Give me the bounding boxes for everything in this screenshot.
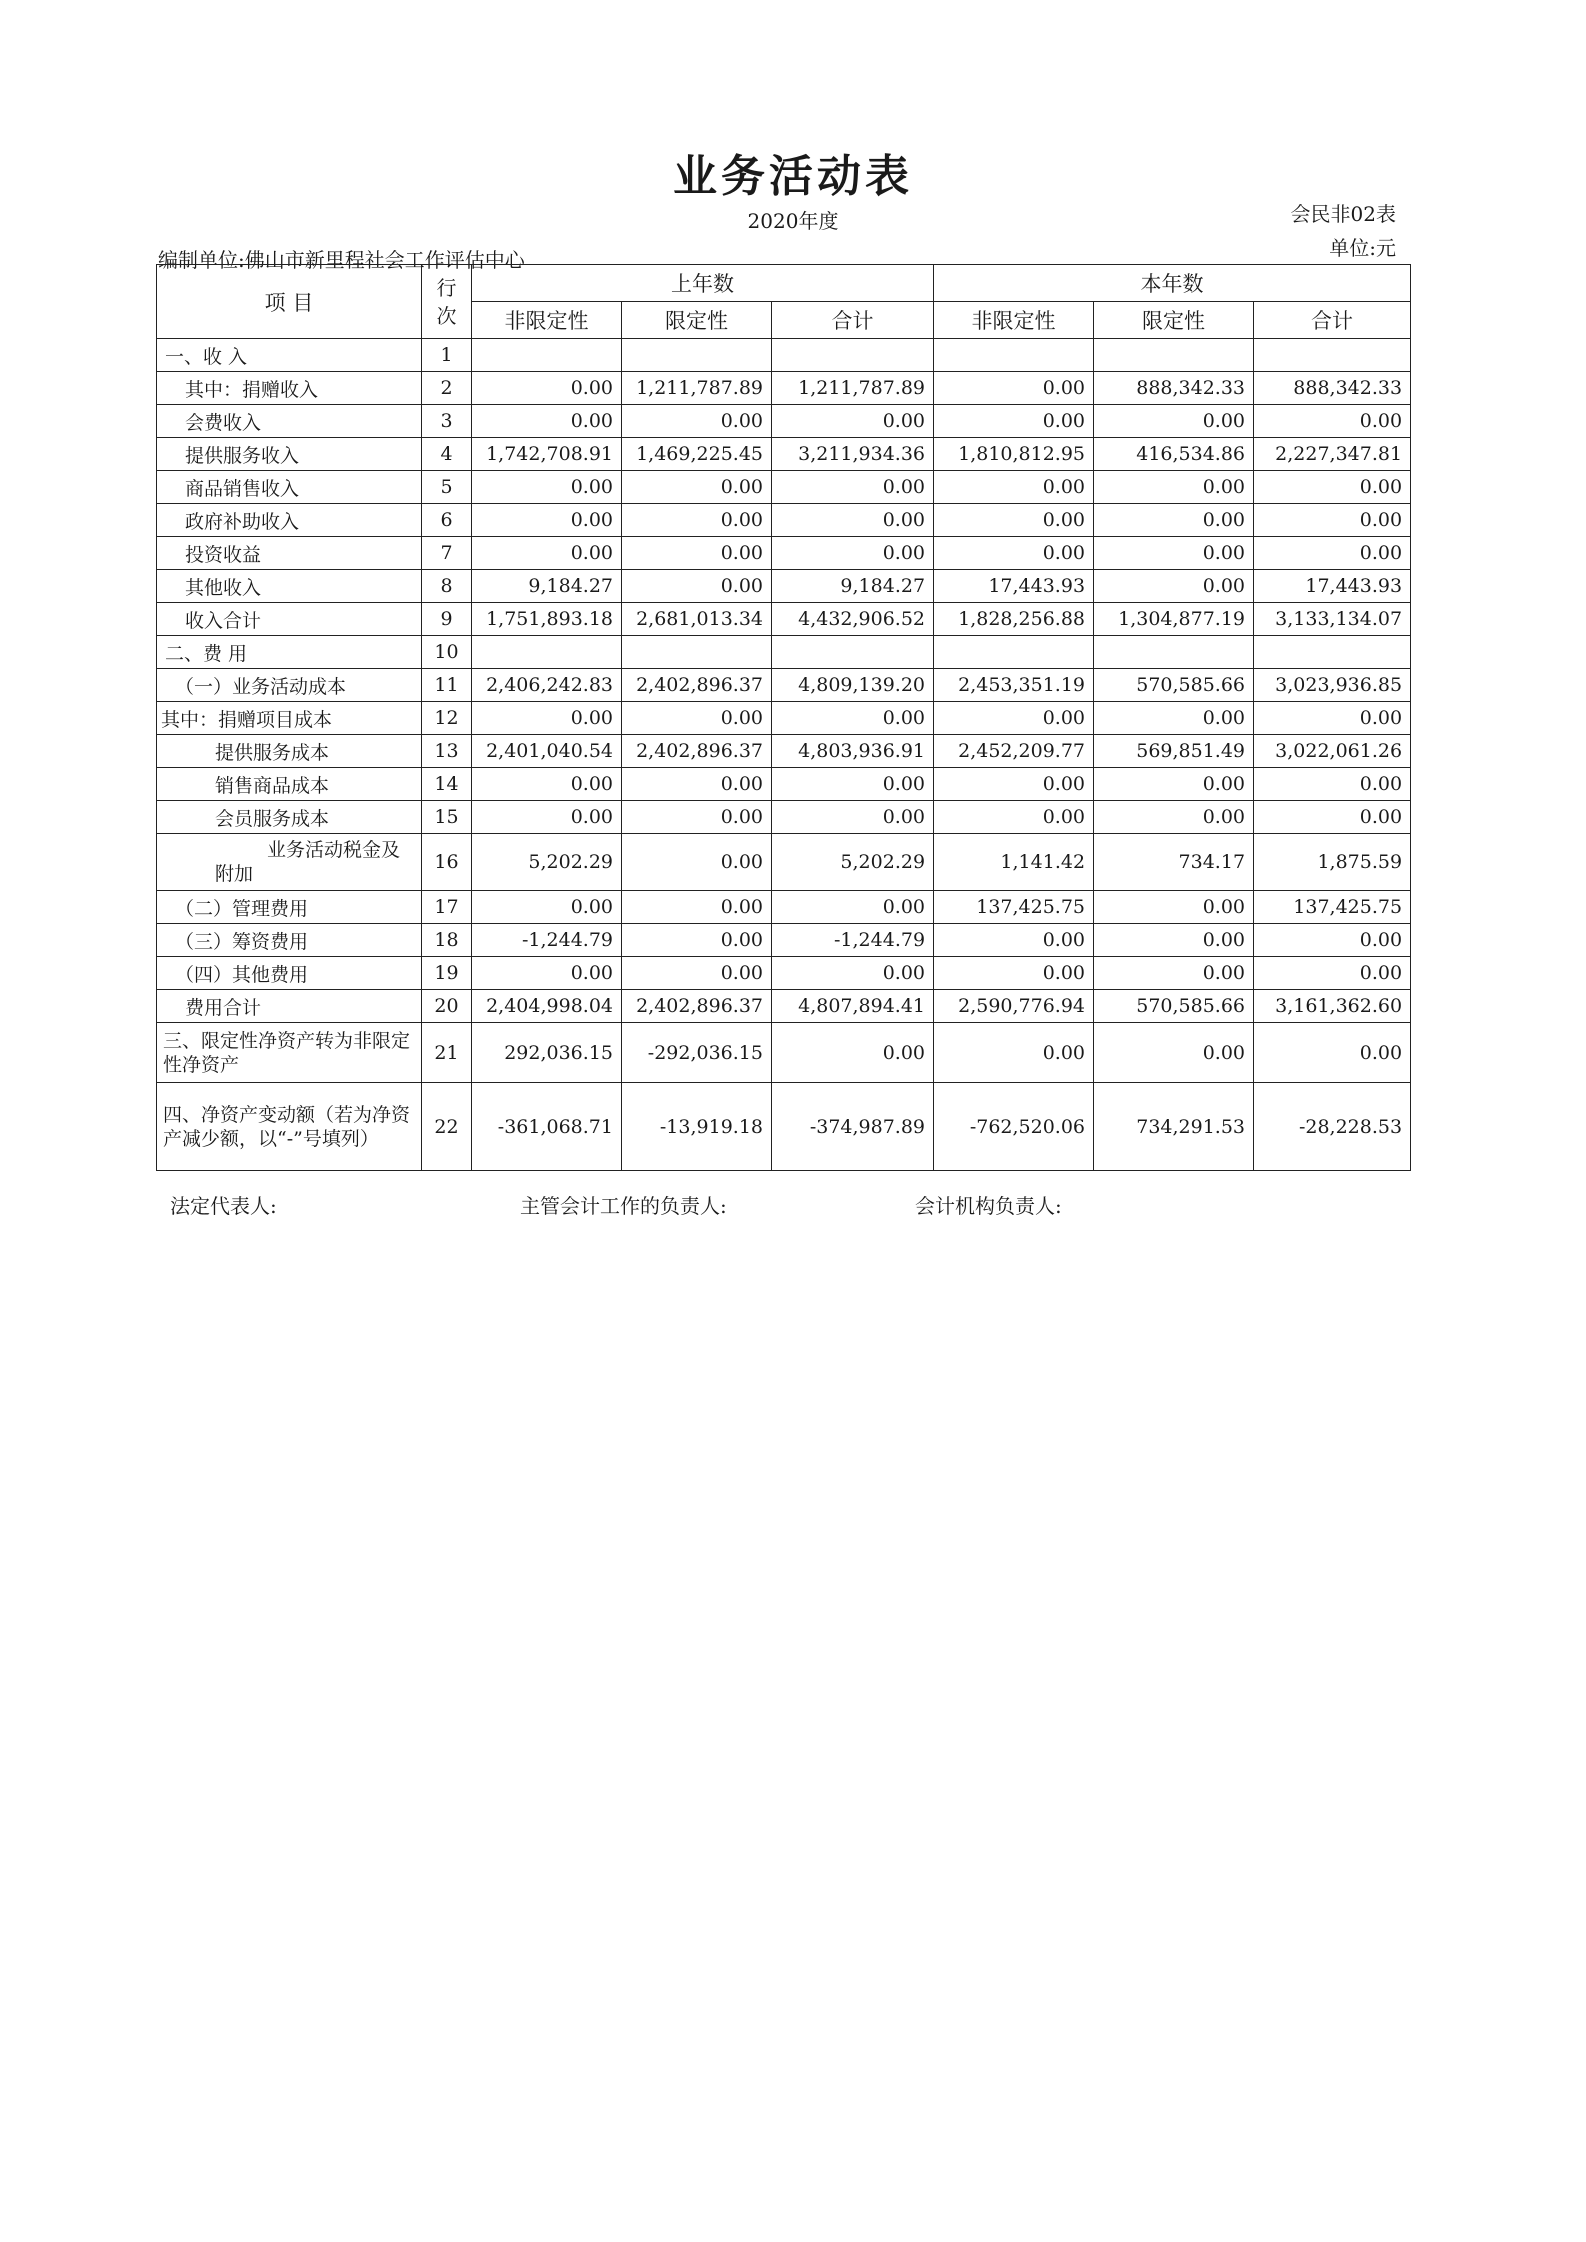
cell-prior-restricted: 1,211,787.89 (622, 372, 772, 405)
cell-prior-unrestricted (472, 339, 622, 372)
cell-prior-restricted: 0.00 (622, 537, 772, 570)
row-item-label: 会费收入 (157, 405, 422, 438)
cell-current-total: 3,022,061.26 (1254, 735, 1411, 768)
row-line-number: 10 (422, 636, 472, 669)
cell-current-unrestricted: 0.00 (934, 471, 1094, 504)
cell-current-unrestricted: 0.00 (934, 924, 1094, 957)
cell-current-restricted: 0.00 (1094, 405, 1254, 438)
cell-prior-unrestricted: 0.00 (472, 801, 622, 834)
cell-current-restricted: 0.00 (1094, 891, 1254, 924)
form-code: 会民非02表 (1290, 202, 1396, 226)
row-line-number: 12 (422, 702, 472, 735)
row-line-number: 20 (422, 990, 472, 1023)
cell-prior-unrestricted: 0.00 (472, 891, 622, 924)
row-item-label: 费用合计 (157, 990, 422, 1023)
cell-current-restricted: 0.00 (1094, 768, 1254, 801)
currency-unit: 单位:元 (1329, 236, 1396, 260)
table-row (157, 603, 1411, 636)
cell-current-total: 0.00 (1254, 702, 1411, 735)
cell-prior-unrestricted: -361,068.71 (472, 1083, 622, 1171)
header-current-unrestricted: 非限定性 (934, 302, 1094, 339)
cell-prior-restricted: 0.00 (622, 768, 772, 801)
cell-prior-restricted: 0.00 (622, 924, 772, 957)
cell-current-restricted: 570,585.66 (1094, 990, 1254, 1023)
cell-prior-restricted: 0.00 (622, 834, 772, 891)
row-line-number: 16 (422, 834, 472, 891)
cell-current-total (1254, 339, 1411, 372)
cell-current-total: 1,875.59 (1254, 834, 1411, 891)
cell-prior-total: 4,809,139.20 (772, 669, 934, 702)
header-current-year: 本年数 (934, 265, 1411, 302)
cell-prior-restricted: 0.00 (622, 405, 772, 438)
cell-prior-unrestricted: 2,406,242.83 (472, 669, 622, 702)
table-row (157, 471, 1411, 504)
cell-current-restricted: 416,534.86 (1094, 438, 1254, 471)
table-row (157, 891, 1411, 924)
cell-prior-restricted: 0.00 (622, 891, 772, 924)
header-line-number: 行次 (422, 265, 472, 339)
cell-current-restricted: 569,851.49 (1094, 735, 1254, 768)
table-row (157, 636, 1411, 669)
row-line-number: 18 (422, 924, 472, 957)
row-line-number: 11 (422, 669, 472, 702)
cell-prior-unrestricted: 0.00 (472, 768, 622, 801)
cell-current-unrestricted: 0.00 (934, 372, 1094, 405)
cell-current-restricted (1094, 339, 1254, 372)
table-row (157, 405, 1411, 438)
row-line-number: 1 (422, 339, 472, 372)
cell-prior-restricted: 0.00 (622, 471, 772, 504)
table-row (157, 372, 1411, 405)
cell-prior-total: 1,211,787.89 (772, 372, 934, 405)
row-line-number: 4 (422, 438, 472, 471)
cell-prior-restricted: -292,036.15 (622, 1023, 772, 1083)
cell-prior-total: 0.00 (772, 702, 934, 735)
cell-current-total: 137,425.75 (1254, 891, 1411, 924)
cell-prior-total: -374,987.89 (772, 1083, 934, 1171)
cell-prior-unrestricted: -1,244.79 (472, 924, 622, 957)
cell-prior-total: -1,244.79 (772, 924, 934, 957)
cell-current-restricted (1094, 636, 1254, 669)
cell-prior-unrestricted: 5,202.29 (472, 834, 622, 891)
table-row (157, 537, 1411, 570)
cell-prior-total: 0.00 (772, 1023, 934, 1083)
row-item-label: 商品销售收入 (157, 471, 422, 504)
cell-current-total: 3,023,936.85 (1254, 669, 1411, 702)
row-item-label: 其中：捐赠收入 (157, 372, 422, 405)
table-row (157, 834, 1411, 891)
cell-prior-total: 0.00 (772, 504, 934, 537)
cell-prior-restricted: 2,681,013.34 (622, 603, 772, 636)
cell-prior-total: 0.00 (772, 768, 934, 801)
cell-current-unrestricted: 1,141.42 (934, 834, 1094, 891)
cell-current-total: 0.00 (1254, 1023, 1411, 1083)
table-row (157, 669, 1411, 702)
row-item-label: 会员服务成本 (157, 801, 422, 834)
cell-prior-total: 0.00 (772, 537, 934, 570)
cell-prior-total: 3,211,934.36 (772, 438, 934, 471)
cell-current-restricted: 570,585.66 (1094, 669, 1254, 702)
cell-prior-unrestricted: 0.00 (472, 471, 622, 504)
cell-current-restricted: 734,291.53 (1094, 1083, 1254, 1171)
table-row (157, 438, 1411, 471)
cell-current-total: 3,133,134.07 (1254, 603, 1411, 636)
cell-prior-total: 4,803,936.91 (772, 735, 934, 768)
row-line-number: 5 (422, 471, 472, 504)
cell-prior-unrestricted: 9,184.27 (472, 570, 622, 603)
row-item-label: （三）筹资费用 (157, 924, 422, 957)
cell-prior-total: 0.00 (772, 957, 934, 990)
row-line-number: 8 (422, 570, 472, 603)
header-prior-year: 上年数 (472, 265, 934, 302)
cell-prior-total: 0.00 (772, 891, 934, 924)
cell-prior-restricted (622, 339, 772, 372)
cell-current-unrestricted: 0.00 (934, 702, 1094, 735)
table-row (157, 702, 1411, 735)
cell-current-unrestricted: 0.00 (934, 957, 1094, 990)
cell-current-unrestricted: 17,443.93 (934, 570, 1094, 603)
cell-current-unrestricted: 0.00 (934, 768, 1094, 801)
row-item-label: 其他收入 (157, 570, 422, 603)
cell-prior-total (772, 339, 934, 372)
row-line-number: 9 (422, 603, 472, 636)
cell-current-total: 0.00 (1254, 504, 1411, 537)
cell-current-total: 0.00 (1254, 405, 1411, 438)
cell-prior-unrestricted: 1,742,708.91 (472, 438, 622, 471)
cell-current-total: 0.00 (1254, 471, 1411, 504)
cell-prior-restricted: 0.00 (622, 504, 772, 537)
row-line-number: 21 (422, 1023, 472, 1083)
cell-current-unrestricted: 2,590,776.94 (934, 990, 1094, 1023)
cell-current-unrestricted: 1,810,812.95 (934, 438, 1094, 471)
cell-prior-total: 0.00 (772, 801, 934, 834)
cell-current-total: -28,228.53 (1254, 1083, 1411, 1171)
table-row (157, 924, 1411, 957)
row-line-number: 14 (422, 768, 472, 801)
cell-current-unrestricted: 2,453,351.19 (934, 669, 1094, 702)
cell-current-restricted: 0.00 (1094, 537, 1254, 570)
cell-prior-restricted: 0.00 (622, 957, 772, 990)
table-row (157, 768, 1411, 801)
row-item-label: 一、收 入 (157, 339, 422, 372)
cell-current-restricted: 888,342.33 (1094, 372, 1254, 405)
cell-current-restricted: 0.00 (1094, 702, 1254, 735)
table-row (157, 570, 1411, 603)
cell-prior-total (772, 636, 934, 669)
cell-prior-unrestricted: 0.00 (472, 537, 622, 570)
report-year: 2020年度 (747, 209, 839, 233)
cell-current-total: 0.00 (1254, 768, 1411, 801)
cell-current-unrestricted: 0.00 (934, 504, 1094, 537)
table-row (157, 1023, 1411, 1083)
header-prior-total: 合计 (772, 302, 934, 339)
row-item-label: 二、费 用 (157, 636, 422, 669)
cell-current-unrestricted (934, 339, 1094, 372)
cell-current-total (1254, 636, 1411, 669)
cell-current-unrestricted: 137,425.75 (934, 891, 1094, 924)
cell-prior-restricted: 1,469,225.45 (622, 438, 772, 471)
row-item-label: 投资收益 (157, 537, 422, 570)
row-line-number: 22 (422, 1083, 472, 1171)
cell-current-total: 888,342.33 (1254, 372, 1411, 405)
cell-current-unrestricted: 0.00 (934, 1023, 1094, 1083)
cell-prior-total: 0.00 (772, 471, 934, 504)
cell-prior-restricted: 0.00 (622, 702, 772, 735)
cell-prior-unrestricted: 0.00 (472, 405, 622, 438)
row-item-label: 四、净资产变动额（若为净资产减少额，以“-”号填列） (157, 1083, 422, 1171)
accounting-head-label: 主管会计工作的负责人: (520, 1194, 727, 1218)
cell-current-restricted: 0.00 (1094, 957, 1254, 990)
cell-prior-unrestricted: 2,404,998.04 (472, 990, 622, 1023)
cell-current-unrestricted: -762,520.06 (934, 1083, 1094, 1171)
cell-current-total: 0.00 (1254, 801, 1411, 834)
row-item-label: 其中：捐赠项目成本 (157, 702, 422, 735)
row-item-label: 业务活动税金及附加 (157, 834, 422, 891)
row-line-number: 7 (422, 537, 472, 570)
cell-prior-restricted: -13,919.18 (622, 1083, 772, 1171)
header-prior-unrestricted: 非限定性 (472, 302, 622, 339)
header-prior-restricted: 限定性 (622, 302, 772, 339)
table-row (157, 1083, 1411, 1171)
cell-prior-unrestricted (472, 636, 622, 669)
cell-prior-unrestricted: 1,751,893.18 (472, 603, 622, 636)
row-line-number: 17 (422, 891, 472, 924)
table-row (157, 990, 1411, 1023)
activity-statement-table (156, 264, 1411, 1171)
compiling-unit: 编制单位:佛山市新里程社会工作评估中心 (158, 248, 525, 272)
cell-current-restricted: 0.00 (1094, 924, 1254, 957)
cell-prior-unrestricted: 2,401,040.54 (472, 735, 622, 768)
cell-current-unrestricted: 1,828,256.88 (934, 603, 1094, 636)
table-row (157, 735, 1411, 768)
cell-current-restricted: 0.00 (1094, 471, 1254, 504)
cell-current-total: 0.00 (1254, 957, 1411, 990)
cell-prior-total: 4,432,906.52 (772, 603, 934, 636)
cell-prior-total: 0.00 (772, 405, 934, 438)
cell-current-total: 17,443.93 (1254, 570, 1411, 603)
row-item-label: （四）其他费用 (157, 957, 422, 990)
cell-current-unrestricted: 0.00 (934, 537, 1094, 570)
cell-current-total: 2,227,347.81 (1254, 438, 1411, 471)
row-line-number: 13 (422, 735, 472, 768)
table-row (157, 504, 1411, 537)
row-line-number: 2 (422, 372, 472, 405)
cell-current-total: 3,161,362.60 (1254, 990, 1411, 1023)
accounting-dept-head-label: 会计机构负责人: (915, 1194, 1062, 1218)
cell-prior-total: 5,202.29 (772, 834, 934, 891)
cell-current-restricted: 1,304,877.19 (1094, 603, 1254, 636)
cell-prior-unrestricted: 0.00 (472, 372, 622, 405)
cell-prior-restricted: 0.00 (622, 801, 772, 834)
header-current-total: 合计 (1254, 302, 1411, 339)
cell-current-unrestricted: 2,452,209.77 (934, 735, 1094, 768)
cell-prior-restricted (622, 636, 772, 669)
table-row (157, 801, 1411, 834)
cell-prior-unrestricted: 292,036.15 (472, 1023, 622, 1083)
cell-prior-restricted: 2,402,896.37 (622, 990, 772, 1023)
cell-prior-total: 9,184.27 (772, 570, 934, 603)
cell-current-unrestricted: 0.00 (934, 405, 1094, 438)
cell-current-restricted: 0.00 (1094, 1023, 1254, 1083)
row-item-label: 提供服务收入 (157, 438, 422, 471)
cell-prior-restricted: 0.00 (622, 570, 772, 603)
cell-prior-unrestricted: 0.00 (472, 957, 622, 990)
row-item-label: 销售商品成本 (157, 768, 422, 801)
header-current-restricted: 限定性 (1094, 302, 1254, 339)
cell-current-restricted: 0.00 (1094, 801, 1254, 834)
cell-prior-unrestricted: 0.00 (472, 504, 622, 537)
header-item: 项 目 (157, 265, 422, 339)
legal-representative-label: 法定代表人: (170, 1194, 277, 1218)
table-row (157, 957, 1411, 990)
cell-current-total: 0.00 (1254, 924, 1411, 957)
row-line-number: 19 (422, 957, 472, 990)
cell-current-total: 0.00 (1254, 537, 1411, 570)
cell-prior-unrestricted: 0.00 (472, 702, 622, 735)
cell-current-restricted: 0.00 (1094, 570, 1254, 603)
row-item-label: 提供服务成本 (157, 735, 422, 768)
row-line-number: 6 (422, 504, 472, 537)
row-item-label: 政府补助收入 (157, 504, 422, 537)
cell-current-unrestricted: 0.00 (934, 801, 1094, 834)
cell-prior-restricted: 2,402,896.37 (622, 669, 772, 702)
row-line-number: 3 (422, 405, 472, 438)
table-row (157, 339, 1411, 372)
cell-prior-restricted: 2,402,896.37 (622, 735, 772, 768)
cell-current-restricted: 734.17 (1094, 834, 1254, 891)
row-item-label: （一）业务活动成本 (157, 669, 422, 702)
cell-prior-total: 4,807,894.41 (772, 990, 934, 1023)
report-title: 业务活动表 (673, 151, 913, 202)
header-row-top (157, 265, 1411, 302)
cell-current-unrestricted (934, 636, 1094, 669)
cell-current-restricted: 0.00 (1094, 504, 1254, 537)
row-item-label: 收入合计 (157, 603, 422, 636)
row-line-number: 15 (422, 801, 472, 834)
row-item-label: （二）管理费用 (157, 891, 422, 924)
row-item-label: 三、限定性净资产转为非限定性净资产 (157, 1023, 422, 1083)
